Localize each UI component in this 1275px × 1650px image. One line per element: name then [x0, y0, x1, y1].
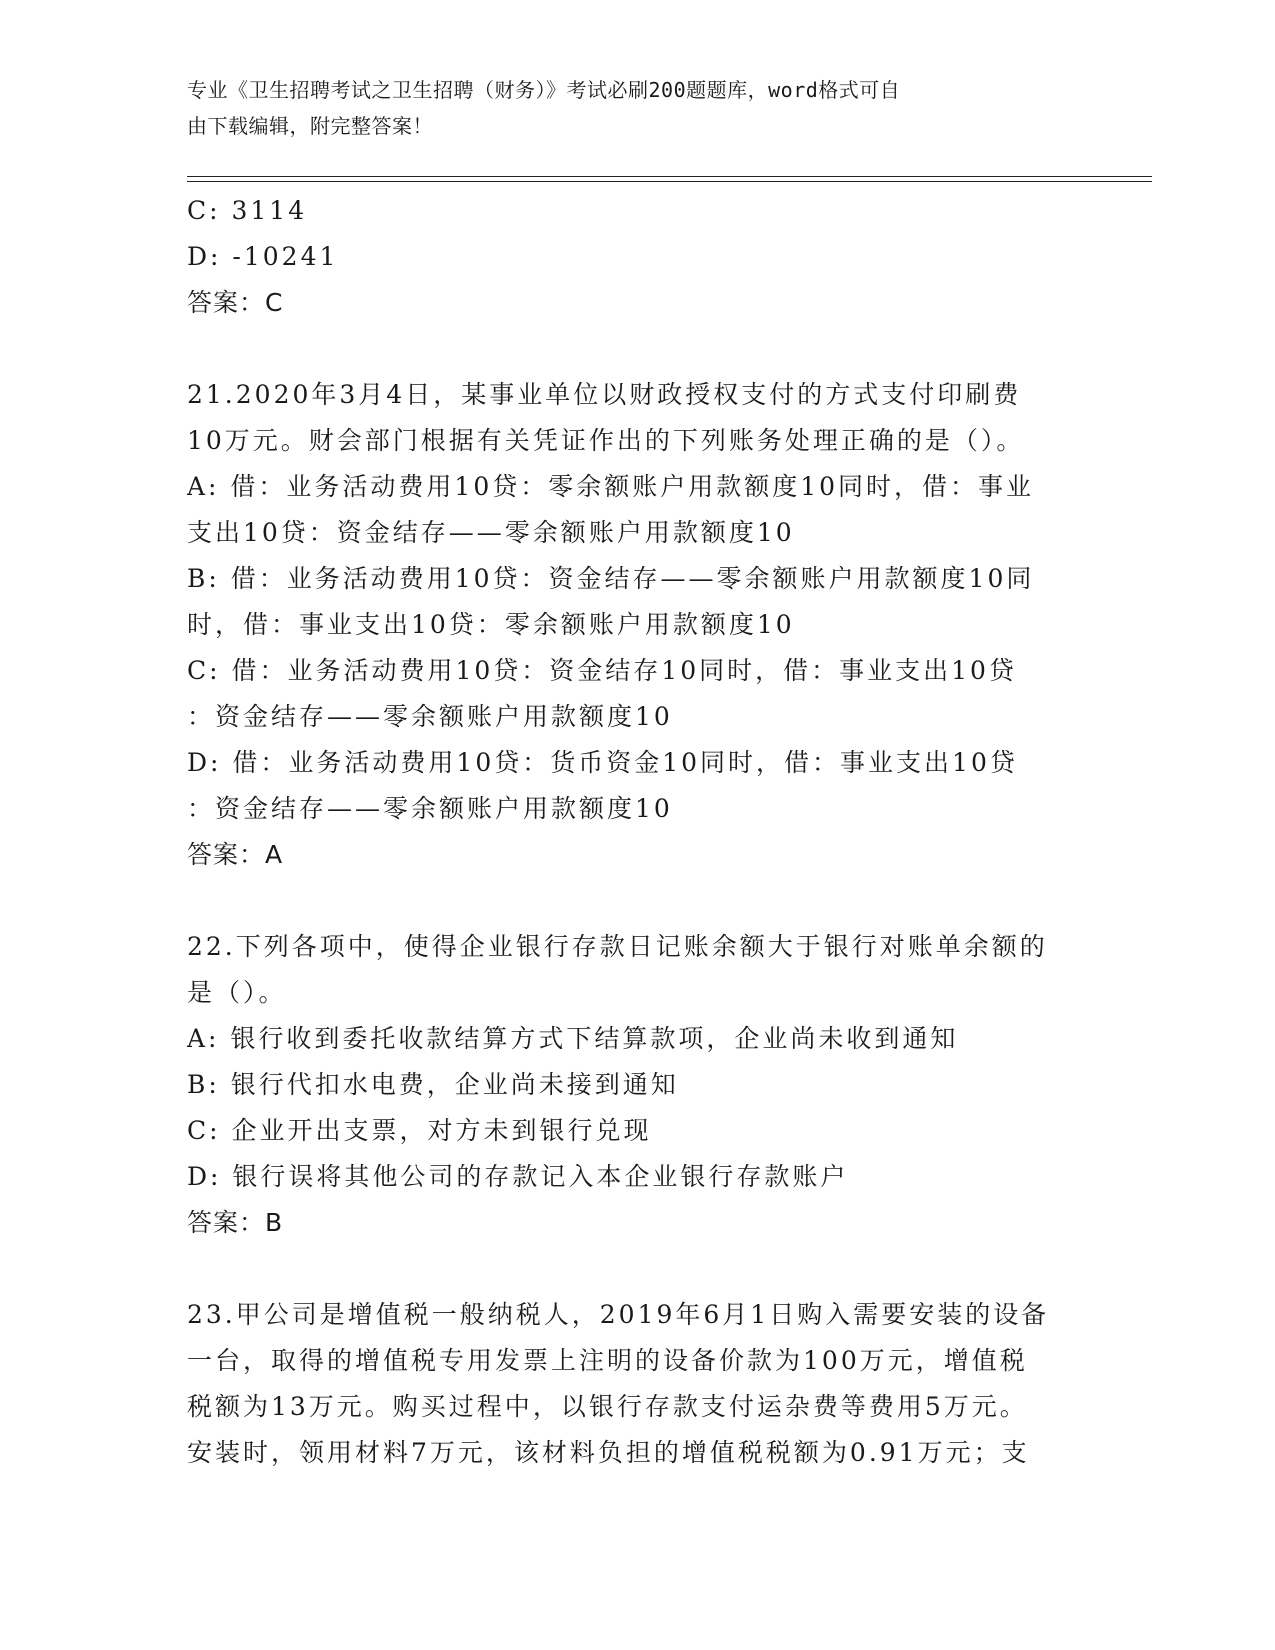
question-stem: 税额为13万元。购买过程中，以银行存款支付运杂费等费用5万元。 [187, 1392, 1028, 1421]
option-c: C: 企业开出支票，对方未到银行兑现 [187, 1116, 652, 1145]
header-rule-top [187, 176, 1152, 177]
option-d: ：资金结存——零余额账户用款额度10 [187, 794, 673, 823]
header-line-1: 专业《卫生招聘考试之卫生招聘（财务）》考试必刷200题题库，word格式可自 [187, 78, 901, 102]
header-line-2: 由下载编辑，附完整答案！ [187, 114, 433, 138]
spacer [187, 326, 1087, 372]
question-stem: 是（）。 [187, 978, 287, 1007]
answer-label: 答案：C [187, 288, 284, 317]
question-23 [187, 1292, 1087, 1476]
question-20-tail [187, 188, 1087, 326]
option-c: ：资金结存——零余额账户用款额度10 [187, 702, 673, 731]
option-c: C: 借：业务活动费用10贷：资金结存10同时，借：事业支出10贷 [187, 656, 1017, 685]
document-body [187, 188, 1087, 1476]
spacer [187, 878, 1087, 924]
option-a: 支出10贷：资金结存——零余额账户用款额度10 [187, 518, 795, 547]
header-rule-bottom [187, 181, 1152, 182]
question-stem: 10万元。财会部门根据有关凭证作出的下列账务处理正确的是（）。 [187, 426, 1025, 455]
option-a: A: 银行收到委托收款结算方式下结算款项，企业尚未收到通知 [187, 1024, 959, 1053]
question-22 [187, 924, 1087, 1246]
option-d: D: 借：业务活动费用10贷：货币资金10同时，借：事业支出10贷 [187, 748, 1018, 777]
option-d: D: -10241 [187, 242, 339, 271]
question-stem: 安装时，领用材料7万元，该材料负担的增值税税额为0.91万元；支 [187, 1438, 1030, 1467]
question-stem: 22.下列各项中，使得企业银行存款日记账余额大于银行对账单余额的 [187, 932, 1048, 961]
option-a: A: 借：业务活动费用10贷：零余额账户用款额度10同时，借：事业 [187, 472, 1035, 501]
option-b: 时，借：事业支出10贷：零余额账户用款额度10 [187, 610, 795, 639]
option-c: C: 3114 [187, 196, 308, 225]
document-header [187, 72, 1067, 144]
option-b: B: 借：业务活动费用10贷：资金结存——零余额账户用款额度10同 [187, 564, 1035, 593]
question-stem: 23.甲公司是增值税一般纳税人，2019年6月1日购入需要安装的设备 [187, 1300, 1050, 1329]
question-stem: 一台，取得的增值税专用发票上注明的设备价款为100万元，增值税 [187, 1346, 1028, 1375]
question-stem: 21.2020年3月4日，某事业单位以财政授权支付的方式支付印刷费 [187, 380, 1022, 409]
answer-label: 答案：A [187, 840, 284, 869]
question-21 [187, 372, 1087, 878]
option-d: D: 银行误将其他公司的存款记入本企业银行存款账户 [187, 1162, 849, 1191]
spacer [187, 1246, 1087, 1292]
option-b: B: 银行代扣水电费，企业尚未接到通知 [187, 1070, 679, 1099]
answer-label: 答案：B [187, 1208, 284, 1237]
